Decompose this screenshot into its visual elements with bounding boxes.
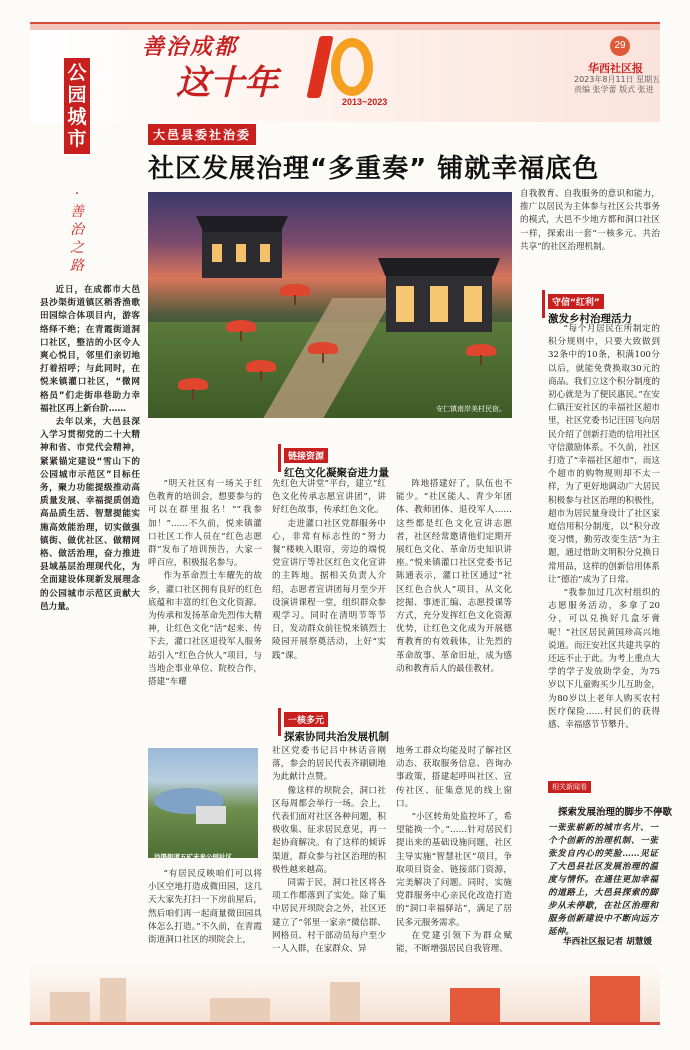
house-window [212,244,222,262]
skyline-pavilion [590,976,640,1022]
skyline-pavilion [450,988,500,1022]
article-paragraph: 走进灌口社区党群服务中心，非常有标志性的“努力餐”楼映入眼帘，旁边的端悦党宣讲厅等社区红色文化宣讲的主阵地。据相关负责人介绍，志愿者宣讲团每月至少开设演讲课程一堂，组织群众参观学习。同时在清明节等节日，发动群众前往悦来镇烈士陵园开展祭奠活动，上好“实践”课。 [272,518,386,661]
photo-house-left [202,230,282,278]
section-subtitle-vertical [66,185,88,275]
small-photo [148,748,258,858]
section1-column-b [272,478,386,663]
article-paragraph: 在党建引领下为群众赋能，不断增强居民自我管理、 [396,930,512,955]
article-paragraph: 社区党委书记吕中林话音刚落，参会的居民代表齐刷刷地为此献计点赞。 [272,746,386,783]
section1-title: 红色文化凝聚奋进力量 [284,467,389,479]
skyline-building [330,982,360,1022]
related-news-text: 一张张崭新的城市名片、一个个创新的治理机制、一张张发自内心的笑脸……见证了大邑县社区发展治理的温度与情怀。在通往更加幸福的道路上，大邑县探索的脚步从未停歇，在社区治理和服务创新建设中不断向远方延伸。 [548,823,658,937]
main-photo [148,192,512,418]
subtitle-char: · [74,186,80,202]
section2-column-c [396,745,512,956]
emblem-one-shape [306,36,333,98]
article-paragraph: 像这样的坝院会，洞口社区每周都会举行一场。会上，代表们面对社区各种问题，积极收集、征求居民意见，再一起协商解决。有了这样的倾诉渠道，群众参与社区治理的积极性越来越高。 [272,785,386,875]
photo-umbrella [466,344,496,356]
photo-umbrella [308,342,338,354]
emblem-zero-shape [331,38,373,96]
article-column-right [548,323,660,732]
house-window [464,286,482,322]
issue-date: 2023年8月11日 星期五 [574,75,661,84]
section-title-char: 市 [67,128,87,150]
section2-tag: 一核多元 [284,712,328,727]
intro-lead [40,284,140,614]
house-window [396,286,414,322]
subtitle-char: 路 [70,258,84,274]
photo-umbrella [280,284,310,296]
section-title-char: 城 [67,106,87,128]
section2-column-a [148,868,262,947]
editor-credits: 责编 张学蕾 版式 张进 [574,85,654,94]
photo-umbrella [246,360,276,372]
bottom-skyline-decoration [30,965,660,1025]
small-photo-caption: 沙渠街道五矿未来公园社区。 [154,853,239,861]
section3-title: 激发乡村治理活力 [548,313,632,325]
photo-umbrella [178,378,208,390]
section-bar [278,708,281,736]
article-paragraph: “我参加过几次村组织的志愿服务活动，多拿了20分，可以兑换好几盒牙膏呢！”社区居民黄国珍高兴地说道。而汪安社区共建共享的还远不止于此。为考上重点大学的学子发放助学金，为75岁以下儿童购买少儿互助金，为80岁以上老年人购买农村医疗保险……村民们的获得感、幸福感节节攀升。 [548,588,660,731]
article-paragraph: 地务工群众均能及时了解社区动态、获取服务信息、咨询办事政策，搭建起呼叫社区、宣传社区、征集意见的线上窗口。 [396,746,512,809]
section-title-vertical [64,58,90,154]
article-paragraph: “有居民反映咱们可以将小区空地打造成微田园，这几天大家先打扫一下房前屋后，然后咱们再一起商量微田园具体怎么打造。”不久前，在青霞街道洞口社区的坝院会上， [148,869,262,946]
section1-column-a [148,478,262,689]
section-bar [542,290,545,318]
skyline-building [100,978,126,1022]
logo-years: 2013~2023 [342,97,388,107]
logo-line1: 善治成都 [142,34,239,60]
section1-tag: 链接资源 [284,448,328,463]
reporter-byline: 华西社区报记者 胡慧媛 [563,937,652,947]
section2-heading [284,708,389,744]
section-title-char: 园 [67,84,87,106]
subtitle-char: 治 [70,222,84,238]
photo-house-right [386,274,492,332]
section2-column-b [272,745,386,956]
article-paragraph: “小区转角处监控坏了，希望能换一个。”……针对居民们提出来的基础设施问题，社区主导实施“智慧社区”项目，争取项目资金、链接部门资源，完美解决了问题。同时，实施党群服务中心亲民化改造打造的“洞口幸福驿站”，满足了居民多元服务需求。 [396,812,512,928]
masthead-logo [142,30,278,104]
article-paragraph: 自我教育、自我服务的意识和能力，推广以居民为主体参与社区公共事务的模式，大邑不少地方都和洞口社区一样，探索出一套“一核多元、共治共享”的社区治理机制。 [520,189,660,252]
intro-paragraph: 近日，在成都市大邑县沙渠街道镇区稻香渔歌田园综合体项目内，游客络绎不绝；在青霞街道洞口社区，整洁的小区令人爽心悦目，邻里们亲切地打着招呼；与此同时，在悦来镇灌口社区，“微网格员”们走街串巷助力幸福社区再上新台阶…… [40,285,140,414]
house-window [430,286,448,322]
article-paragraph: 同需于民，洞口社区将各项工作都落到了实处。除了集中居民开坝院会之外，社区还建立了“邻里一家亲”微信群、网格员、村干部动员每户至少一人入群，在家群众、异 [272,878,386,955]
section2-title: 探索协同共治发展机制 [284,731,389,743]
logo-line2: 这十年 [176,63,278,103]
paper-name: 华西社区报 [588,62,643,75]
section3-tag: 守信“红利” [548,294,604,309]
photo-umbrella [226,320,256,332]
article-paragraph: 先红色大讲堂”平台，建立“红色文化传承志愿宣讲团”，讲好红色故事，传承红色文化。 [272,479,386,516]
article-paragraph: “每个月居民在所制定的积分规则中，只要大致做到32条中的10条，积满100分以后，就能免费换取30元的商品。我们立这个积分制度的初心就是为了便民惠民。”在安仁镇汪安社区的幸福社区超市里，社区党委书记汪国飞向居民介绍了创新打造的信用社区守信激励体系。不久前，社区打造了“幸福社区超市”，而这个超市的购物规则却不太一样，为了更好地调动广大居民积极参与社区治理的积极性，超市为居民量身设计了社区家庭信用积分制度，以“积分改变习惯，勤劳改变生活”为主题，通过借助文明积分兑换日常用品，这样的创新信用体系让“德治”成为了日常。 [548,324,660,585]
related-news-title: 探索发展治理的脚步不停歇 [558,807,673,818]
skyline-building [50,992,90,1022]
subtitle-char: 善 [70,204,84,220]
photo-building [196,806,226,824]
related-news-tag: 相关新闻看 [548,781,591,793]
ten-years-emblem [305,32,375,102]
article-column-topright [520,188,660,254]
page-number-badge: 29 [610,36,630,56]
subtitle-char: 之 [70,240,84,256]
intro-paragraph: 去年以来，大邑县深入学习贯彻党的二十大精神和省、市党代会精神，紧紧锚定建设“雪山下的公园城市示范区”目标任务，聚力功能提级推动高质量发展、幸福提质创造高品质生活、智慧提能实施高效能治理，切实做强镇街、做优社区、做精网格、做活治理，奋力推进县域基层治理现代化，为全面建设体现新发展理念的公园城市示范区贡献大邑力量。 [40,417,140,612]
house-window [236,244,246,262]
section-bar [278,444,281,472]
skyline-building [210,998,270,1022]
article-headline: 社区发展治理“多重奏” 铺就幸福底色 [148,154,600,184]
article-paragraph: 作为革命烈士车耀先的故乡，灌口社区拥有良好的红色底蕴和丰富的红色文化资源。为传承和发扬革命先烈伟大精神，让红色文化“活”起来、传下去，灌口社区退役军人服务站引入“红色合伙人”项目，与当地企事业单位、院校合作，搭建“车耀 [148,571,262,688]
article-paragraph: 阵地搭建好了，队伍也不能少。“社区能人、青少年团体、教师团体、退役军人……这些都是红色文化宣讲志愿者，社区经常邀请他们定期开展红色文化、革命历史知识讲座。”悦来镇灌口社区党委书记陈通表示，灌口社区通过“社区红色合伙人”项目，从文化挖掘、事迹汇编、志愿授课等方式，充分发挥红色文化资源优势，让红色文化成为开展德育教育的有效载体，让先烈的革命故事、革命旧址，成为感动和教育后人的最佳教材。 [396,479,512,674]
section1-column-c [396,478,512,676]
main-photo-caption: 安仁镇南岸美村民宿。 [436,405,506,413]
section-title-char: 公 [67,62,87,84]
section1-heading [284,444,389,480]
article-kicker: 大邑县委社治委 [148,124,256,145]
house-window [260,244,270,262]
article-paragraph: “明天社区有一场关于红色教育的培训会，想要参与的可以在群里报名！”“我参加！”……不久前，悦来镇灌口社区工作人员在“红色志愿群”发布了培训预告，大家一呼百应，积极报名参与。 [148,479,262,569]
section3-heading [548,290,632,326]
